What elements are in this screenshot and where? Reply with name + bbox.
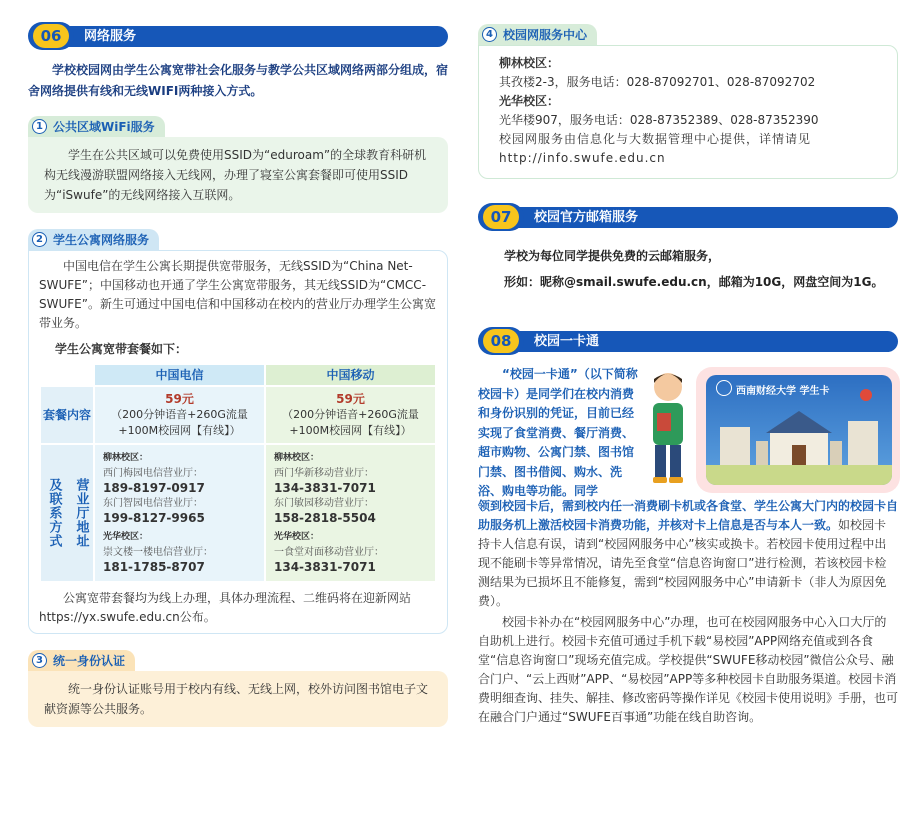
package-table [39, 363, 437, 583]
row-header-package: 套餐内容 [40, 386, 94, 444]
paragraph: 学生在公共区域可以免费使用SSID为“eduroam”的全球教育科研机构无线漫游联盟网络接入无线网，办理了寝室公寓套餐即可使用SSID为“iSwufe”的无线网络接入互联网。 [44, 148, 427, 202]
right-column [478, 22, 898, 727]
section-number: 08 [483, 329, 519, 353]
card-activation-text: 领到校园卡后，需到校内任一消费刷卡机或各食堂、学生公寓大门内的校园卡自助服务机上激活校园卡消费功能，并核对卡上信息是否与本人一致。 [478, 499, 899, 532]
left-column [28, 22, 448, 727]
campus-label: 柳林校区： [103, 453, 149, 463]
contact-text: 其孜楼2-3，服务电话：028-87092701、028-87092702 [499, 75, 816, 89]
table-header-row [40, 364, 436, 386]
subsection-text [28, 671, 448, 727]
table-cell [265, 444, 436, 582]
col-header-telecom: 中国电信 [94, 364, 265, 386]
phone-number: 199-8127-9965 [103, 511, 205, 525]
subsection-title: 学生公寓网络服务 [53, 233, 150, 247]
campus-card-image [706, 375, 892, 485]
price: 59元 [165, 392, 194, 406]
section-intro: 学校校园网由学生公寓宽带社会化服务与教学公共区域网络两部分组成，宿舍网络提供有线和无线WIFI两种接入方式。 [28, 63, 449, 98]
table-cell [265, 386, 436, 444]
section-number-badge [28, 22, 74, 50]
subsection-number: 4 [482, 27, 497, 42]
card-university-name: 西南财经大学 学生卡 [736, 386, 830, 397]
price: 59元 [336, 392, 365, 406]
campus-label: 光华校区： [499, 94, 560, 108]
subsection-public-wifi [28, 114, 448, 213]
row-header-text: 及联系方式 [46, 478, 62, 548]
section-number: 06 [33, 24, 69, 48]
paragraph: 统一身份认证账号用于校内有线、无线上网，校外访问图书馆电子文献资源等公共服务。 [44, 682, 429, 716]
note: 公寓宽带套餐均为线上办理，具体办理流程、二维码将在迎新网站https://yx.swufe.edu.cn公布。 [39, 591, 412, 624]
section-title: 校园官方邮箱服务 [534, 210, 639, 225]
phone-number: 189-8197-0917 [103, 481, 205, 495]
subsection-unified-auth [28, 648, 448, 727]
campus-label: 光华校区： [274, 532, 320, 542]
description: 校园网服务由信息化与大数据管理中心提供，详情请见http://info.swufe.edu.cn [499, 132, 812, 165]
card-paragraph-2: 校园卡补办在“校园网服务中心”办理，也可在校园网服务中心入口大厅的自助机上进行。校园卡充值可通过手机下载“易校园”APP网络充值或到各食堂“信息咨询窗口”现场充值完成。学校提供“SWUFE移动校园”微信公众号、融合门户、“云上西财”APP、“易校园”APP等多种校园卡自助服务渠道。校园卡消费明细查询、挂失、解挂、修改密码等操作详见《校园卡使用说明》手册，也可在融合门户通过“SWUFE百事通”功能在线自助咨询。 [478, 615, 899, 724]
mail-line: 形如：昵称@smail.swufe.edu.cn，邮箱为10G，网盘空间为1G。 [504, 275, 884, 289]
campus-label: 柳林校区： [499, 56, 560, 70]
package-desc: （200分钟语音+260G流量+100M校园网【有线】） [282, 408, 419, 437]
subsection-network-center [478, 22, 898, 179]
section-title: 网络服务 [84, 29, 137, 44]
phone-number: 134-3831-7071 [274, 560, 376, 574]
section-number-badge [478, 203, 524, 231]
subsection-tab [28, 229, 159, 250]
phone-number: 134-3831-7071 [274, 481, 376, 495]
card-ground [706, 465, 892, 485]
subsection-number: 3 [32, 653, 47, 668]
campus-label: 光华校区： [103, 532, 149, 542]
row-header-address [40, 444, 94, 582]
subsection-title: 公共区域WiFi服务 [53, 120, 155, 134]
subsection-number: 1 [32, 119, 47, 134]
campus-card-intro [478, 365, 898, 515]
hall-name: 东门智园电信营业厅： [103, 498, 203, 509]
hall-name: 崇文楼一楼电信营业厅： [103, 547, 213, 558]
hall-name: 西门梅园电信营业厅： [103, 468, 203, 479]
card-issue-text: 如校园卡持卡人信息有误，请到“校园网服务中心”核实或换卡。若校园卡使用过程中出现不能刷卡等异常情况，请先至食堂“信息咨询窗口”进行检测，若该校园卡检测结果为已损坏且不能修复，需到“校园网服务中心”申请新卡（非人为原因免费）。 [478, 518, 887, 608]
subsection-title: 统一身份认证 [53, 654, 126, 668]
student-illustration [643, 367, 693, 487]
section-number-badge [478, 327, 524, 355]
mail-info [478, 245, 898, 293]
col-header-mobile: 中国移动 [265, 364, 436, 386]
hall-name: 一食堂对面移动营业厅： [274, 547, 384, 558]
subsection-body [478, 45, 898, 179]
subsection-tab [478, 24, 597, 45]
section-title: 校园一卡通 [534, 334, 600, 349]
section-06-header [28, 22, 448, 50]
card-lead-text: “校园一卡通”（以下简称校园卡）是同学们在校内消费和身份识别的凭证，目前已经实现了食堂消费、餐厅消费、超市购物、公寓门禁、图书馆门禁、图书借阅、购水、洗浴、购电等功能。同学 [478, 367, 638, 498]
subsection-title: 校园网服务中心 [503, 28, 588, 42]
hall-name: 东门敏园移动营业厅： [274, 498, 374, 509]
phone-number: 158-2818-5504 [274, 511, 376, 525]
hall-name: 西门华新移动营业厅： [274, 468, 374, 479]
table-title: 学生公寓宽带套餐如下： [55, 342, 188, 356]
section-08-header [478, 327, 898, 355]
subsection-tab [28, 116, 165, 137]
table-cell [94, 386, 265, 444]
subsection-number: 2 [32, 232, 47, 247]
subsection-body [28, 250, 448, 634]
row-header-text: 营业厅地址 [73, 478, 89, 548]
section-number: 07 [483, 205, 519, 229]
table-cell [94, 444, 265, 582]
campus-card-details [478, 497, 898, 727]
table-row [40, 444, 436, 582]
contact-text: 光华楼907，服务电话：028-87352389、028-87352390 [499, 113, 819, 127]
table-row [40, 386, 436, 444]
subsection-tab [28, 650, 135, 671]
campus-label: 柳林校区： [274, 453, 320, 463]
subsection-dorm-network [28, 227, 448, 634]
section-07-header [478, 203, 898, 231]
mail-line: 学校为每位同学提供免费的云邮箱服务， [504, 249, 721, 263]
paragraph: 中国电信在学生公寓长期提供宽带服务，无线SSID为“China Net-SWUFE”；中国移动也开通了学生公寓宽带服务，其无线SSID为“CMCC-SWUFE”。新生可通过中国电信和中国移动在校内的营业厅办理学生公寓宽带业务。 [39, 259, 436, 330]
subsection-text [28, 137, 448, 213]
package-desc: （200分钟语音+260G流量+100M校园网【有线】） [111, 408, 248, 437]
phone-number: 181-1785-8707 [103, 560, 205, 574]
